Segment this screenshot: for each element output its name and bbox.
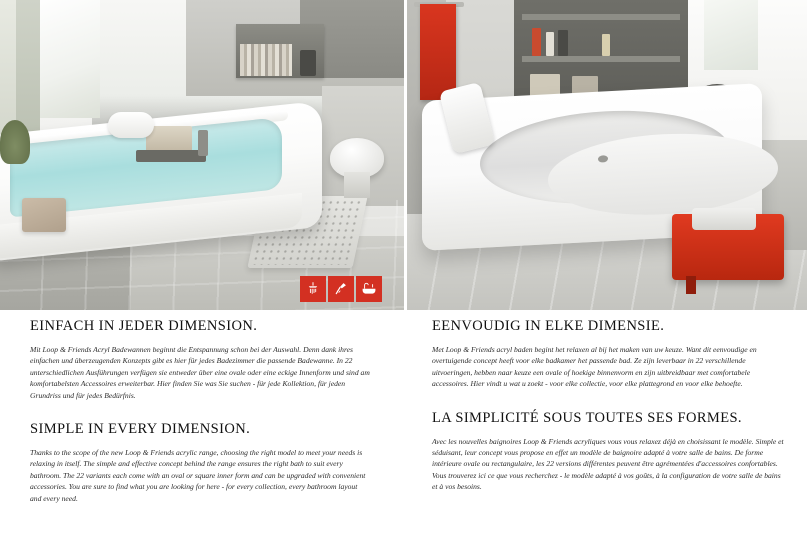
bath-icon (356, 276, 382, 302)
headline-french: LA SIMPLICITÉ SOUS TOUTES SES FORMES. (432, 409, 742, 426)
headline-english: SIMPLE IN EVERY DIMENSION. (30, 421, 251, 438)
shower-icon (300, 276, 326, 302)
bathtub-inner-surface (548, 128, 778, 220)
red-stool-leg (686, 276, 696, 294)
shelf-object (300, 50, 316, 76)
shelf-bottle-white (546, 32, 554, 56)
plant (0, 120, 30, 164)
headline-dutch: EENVOUDIG IN ELKE DIMENSIE. (432, 318, 665, 334)
panel-gutter (404, 0, 407, 310)
rolled-towels (108, 112, 154, 138)
bathroom-scene-oval-bath (404, 0, 807, 310)
shelf-middle (522, 56, 680, 62)
shelf-top (522, 14, 680, 20)
body-english: Thanks to the scope of the new Loop & Friends acrylic range, choosing the right model to meet your needs is relaxing in itself. The simple and effective concept behind the range ensures the right bath to suit every bathroom. The 22 variants each come with an oval or square inner form and can be upgraded with convenient accessories. You are sure to find what you are looking for here - for every collection, every bathroom layout and every need. (30, 448, 366, 503)
text-column-left (30, 318, 370, 504)
shelf-books (240, 44, 292, 76)
shelf-bottle-cream (602, 34, 610, 56)
white-towel-on-stool (692, 208, 756, 230)
icon-badges-left (300, 276, 382, 302)
washbasin-stand (344, 172, 370, 198)
shelf-bottle-dark (558, 30, 568, 56)
headline-german: EINFACH IN JEDER DIMENSION. (30, 318, 258, 334)
bath-tray (136, 150, 206, 162)
hand-shower-icon (328, 276, 354, 302)
body-german: Mit Loop & Friends Acryl Badewannen beginnt die Entspannung schon bei der Auswahl. Denn dank ihres einfachen und überzeugenden Konzepts gibt es hier für jedes Badezimmer die passende Badewanne. In 22 unterschiedlichen Ausführungen verfügen sie entweder über eine ovale oder eine eckige Innenform und sind am komfortabelsten Accessoires erweiterbar. Hier finden Sie was Sie suchen - für jede Kollektion, für jeden Grundriss und für jedes Bedürfnis. (30, 345, 370, 400)
text-area (0, 318, 807, 549)
folded-towel-beige (22, 198, 66, 232)
shelf-bottle-red (532, 28, 541, 56)
body-dutch: Met Loop & Friends acryl baden begint het relaxen al bij het maken van uw keuze. Want dit eenvoudige en overtuigende concept heeft voor elke badkamer het passende bad. Ze zijn leverbaar in 22 verschillende uitvoeringen, hebben naar keuze een ovale of hoekige binnenvorm en zijn uitbreidbaar met comfortabele accessoires. Hier vindt u wat u zoekt - voor elke collectie, voor elke plattegrond en voor elke behoefte. (432, 345, 757, 389)
bath-bottle (198, 130, 208, 156)
hanging-red-towel (420, 4, 456, 100)
window (704, 0, 758, 70)
bathroom-scene-rectangular-bath (0, 0, 404, 310)
body-french: Avec les nouvelles baignoires Loop & Friends acryliques vous vous relaxez déjà en choisissant le modèle. Simple et séduisant, leur concept vous propose en effet un modèle de baignoire adapté à votre salle de bains. De forme intérieure ovale ou rectangulaire, les 22 versions différentes peuvent être agrémentées d'accessoires confortables. Vous trouverez ici ce que vous recherchez - le modèle adapté à vos goûts, à la configuration de votre salle de bains et à vos besoins. (432, 436, 784, 492)
text-column-right (432, 318, 784, 493)
